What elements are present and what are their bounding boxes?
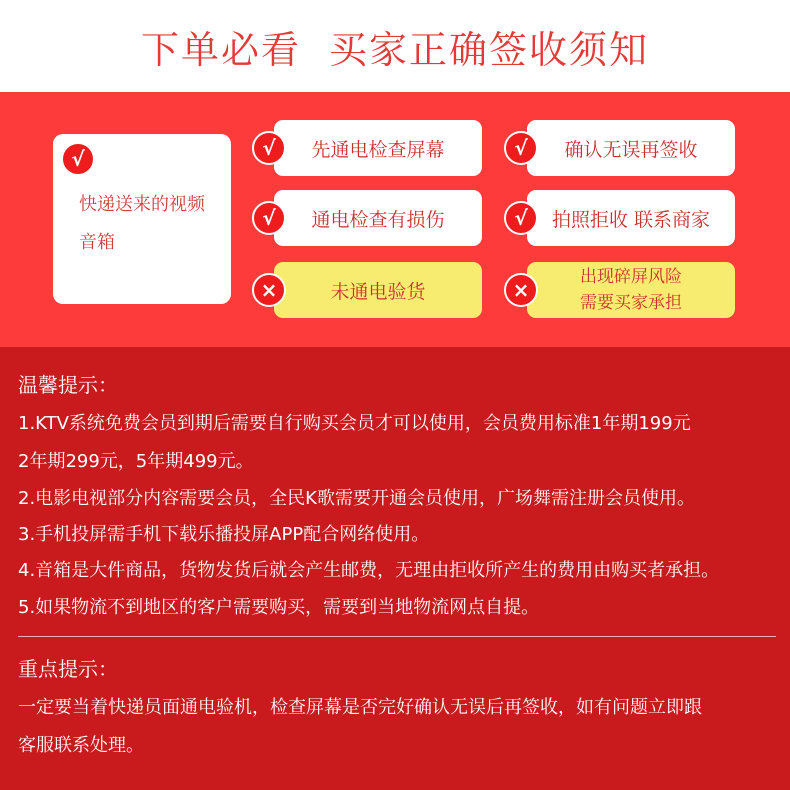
checklist-item-label: 确认无误再签收 xyxy=(564,138,698,161)
cross-badge-icon: × xyxy=(504,273,538,307)
tips-line: 3.手机投屏需手机下载乐播投屏APP配合网络使用。 xyxy=(18,524,430,545)
tips-line: 2.电影电视部分内容需要会员，全民K歌需要开通会员使用，广场舞需注册会员使用。 xyxy=(18,488,695,509)
check-badge-icon: √ xyxy=(504,131,538,165)
page-title-part2: 买家正确签收须知 xyxy=(329,27,650,72)
section-divider xyxy=(18,636,776,637)
check-badge-icon: √ xyxy=(252,131,286,165)
header xyxy=(0,0,790,92)
checklist-item-damage-check xyxy=(274,190,482,246)
tips-line: 4.音箱是大件商品，货物发货后就会产生邮费，无理由拒收所产生的费用由购买者承担。 xyxy=(18,560,720,581)
main-card-text: 快递送来的视频音箱 xyxy=(79,194,205,253)
checklist-item-label: 先通电检查屏幕 xyxy=(311,138,445,161)
notice-panel xyxy=(0,347,790,790)
tips-line: 1.KTV系统免费会员到期后需要自行购买会员才可以使用，会员费用标准1年期199元 xyxy=(18,413,691,434)
check-badge-icon: √ xyxy=(61,142,95,176)
tips-title: 温馨提示： xyxy=(18,373,118,397)
checklist-item-power-check-screen xyxy=(274,120,482,176)
checklist-item-label-line2: 需要买家承担 xyxy=(580,293,682,313)
checklist-item-label-line1: 出现碎屏风险 xyxy=(580,267,682,287)
tips-line: 2年期299元，5年期499元。 xyxy=(18,451,254,472)
check-badge-icon: √ xyxy=(252,201,286,235)
page-title-part1: 下单必看 xyxy=(140,27,301,72)
checklist-panel xyxy=(0,92,790,347)
main-card xyxy=(53,134,231,304)
page-title xyxy=(141,19,649,74)
checklist-item-broken-screen-risk xyxy=(527,262,735,318)
checklist-item-label: 未通电验货 xyxy=(330,280,426,303)
key-tips-line: 客服联系处理。 xyxy=(18,735,144,756)
checklist-item-refuse-and-contact xyxy=(527,190,735,246)
key-tips-line: 一定要当着快递员面通电验机，检查屏幕是否完好确认无误后再签收，如有问题立即跟 xyxy=(18,697,702,718)
checklist-item-confirm-then-sign xyxy=(527,120,735,176)
checklist-item-label: 通电检查有损伤 xyxy=(311,208,445,231)
checklist-item-label: 拍照拒收 联系商家 xyxy=(551,208,711,231)
tips-line: 5.如果物流不到地区的客户需要购买，需要到当地物流网点自提。 xyxy=(18,597,540,618)
key-tips-title: 重点提示： xyxy=(18,657,118,681)
check-badge-icon: √ xyxy=(504,201,538,235)
checklist-item-no-power-inspection xyxy=(274,262,482,318)
cross-badge-icon: × xyxy=(252,273,286,307)
